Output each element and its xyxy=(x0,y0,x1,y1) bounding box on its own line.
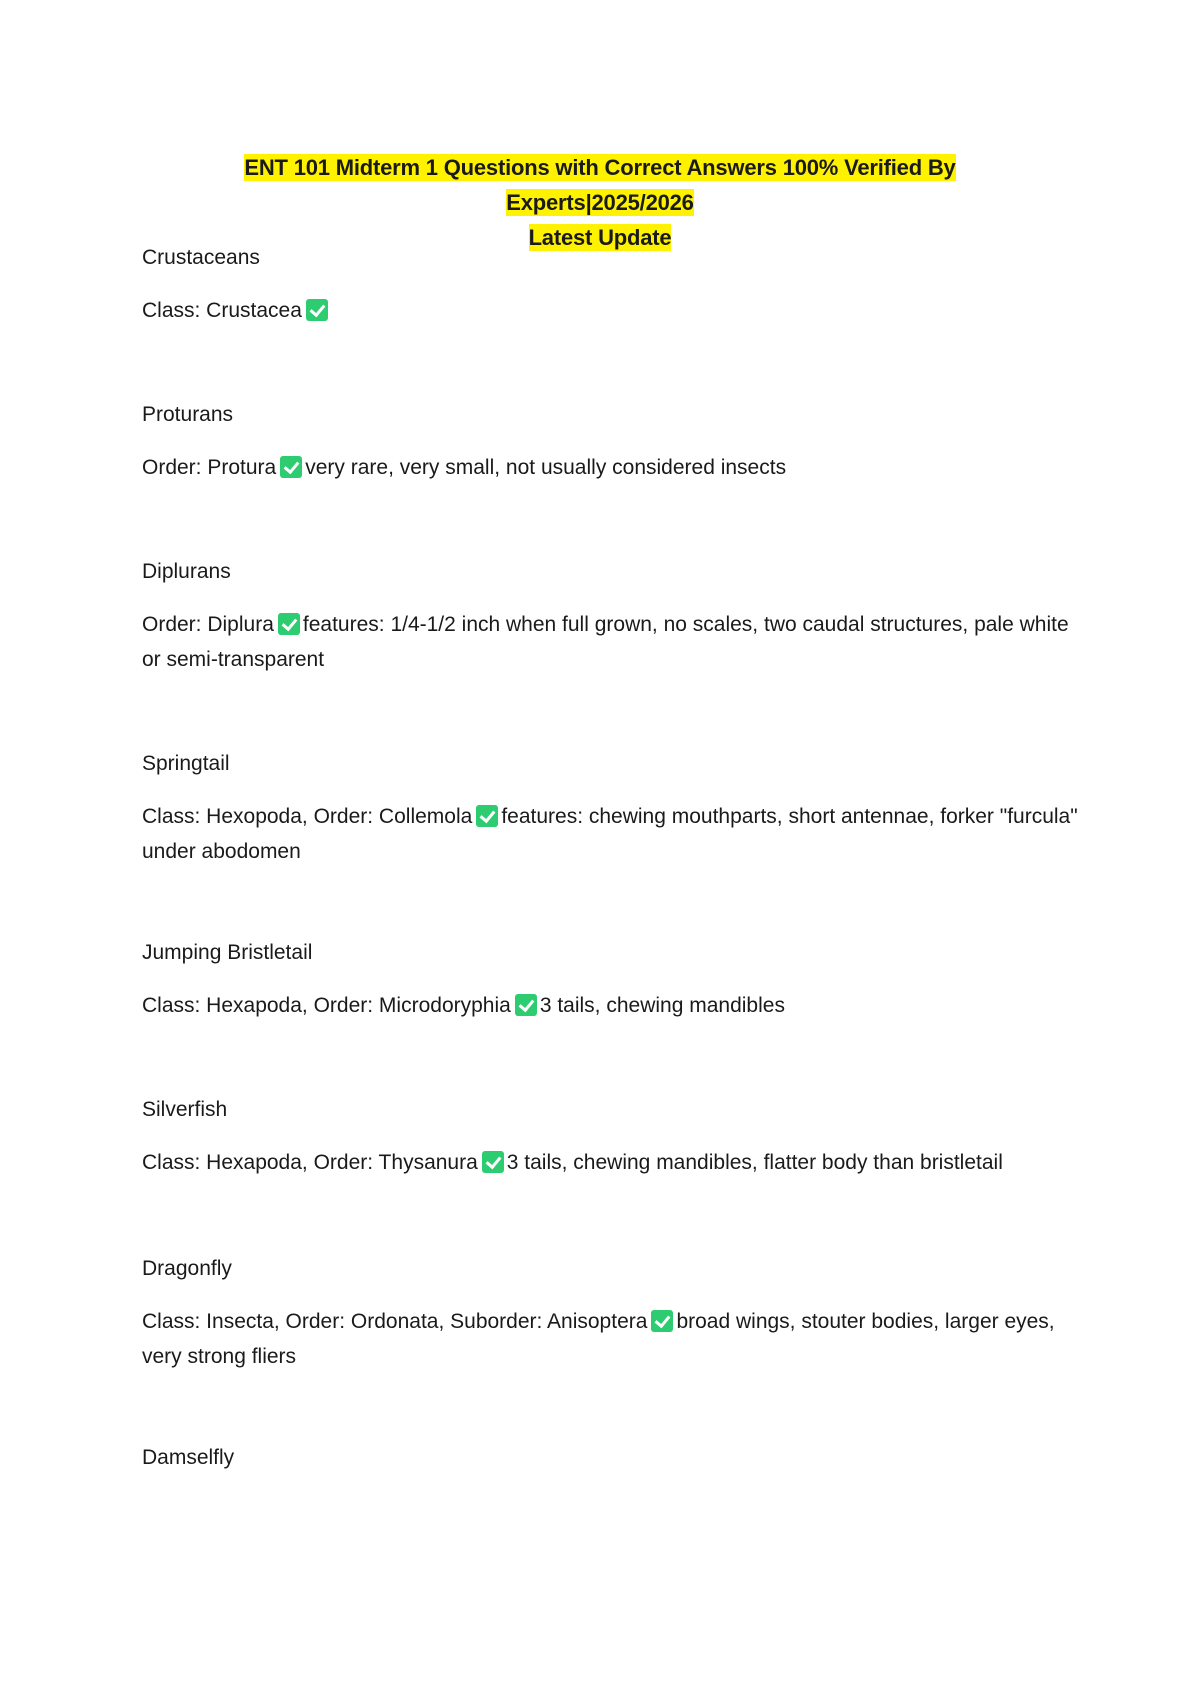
answer-classification: Class: Insecta, Order: Ordonata, Suborder: Anisoptera xyxy=(142,1310,648,1333)
answer xyxy=(142,988,1082,1023)
answer-description: very rare, very small, not usually considered insects xyxy=(305,456,787,479)
answer-classification: Class: Crustacea xyxy=(142,299,302,322)
qa-item xyxy=(142,935,1082,1023)
document-title-line-2: Latest Update xyxy=(528,225,672,250)
question-term: Silverfish xyxy=(142,1098,228,1121)
qa-item xyxy=(142,1440,1082,1493)
check-icon xyxy=(482,1151,504,1173)
check-icon xyxy=(306,299,328,321)
answer xyxy=(142,293,1082,328)
check-icon xyxy=(280,456,302,478)
check-icon xyxy=(651,1310,673,1332)
answer xyxy=(142,1304,1082,1374)
qa-item xyxy=(142,746,1082,869)
qa-item xyxy=(142,554,1082,677)
check-icon xyxy=(278,613,300,635)
qa-item xyxy=(142,1092,1082,1180)
answer-classification: Order: Diplura xyxy=(142,613,274,636)
answer-description: 3 tails, chewing mandibles, flatter body than bristletail xyxy=(506,1151,1003,1174)
answer-description: broad wings, stouter bodies, larger eyes, very strong fliers xyxy=(142,1310,1055,1368)
answer-description: features: chewing mouthparts, short antennae, forker "furcula" under abodomen xyxy=(142,805,1078,863)
question-term: Proturans xyxy=(142,403,234,426)
answer xyxy=(142,799,1082,869)
qa-item xyxy=(142,240,1082,328)
qa-item xyxy=(142,397,1082,485)
question-term: Dragonfly xyxy=(142,1257,232,1280)
answer-classification: Order: Protura xyxy=(142,456,277,479)
answer xyxy=(142,450,1082,485)
answer xyxy=(142,607,1082,677)
answer-classification: Class: Hexopoda, Order: Collemola xyxy=(142,805,473,828)
question-term: Diplurans xyxy=(142,560,231,583)
check-icon xyxy=(515,994,537,1016)
question-term: Damselfly xyxy=(142,1446,235,1469)
check-icon xyxy=(476,805,498,827)
answer xyxy=(142,1145,1082,1180)
answer-description: features: 1/4-1/2 inch when full grown, no scales, two caudal structures, pale white or semi-transparent xyxy=(142,613,1069,671)
answer-description: 3 tails, chewing mandibles xyxy=(539,994,785,1017)
question-term: Springtail xyxy=(142,752,230,775)
question-term: Crustaceans xyxy=(142,246,260,269)
answer-classification: Class: Hexapoda, Order: Thysanura xyxy=(142,1151,478,1174)
qa-item xyxy=(142,1251,1082,1374)
question-term: Jumping Bristletail xyxy=(142,941,313,964)
document-title-line-1: ENT 101 Midterm 1 Questions with Correct Answers 100% Verified By Experts|2025/2026 xyxy=(244,155,956,215)
answer-classification: Class: Hexapoda, Order: Microdoryphia xyxy=(142,994,511,1017)
